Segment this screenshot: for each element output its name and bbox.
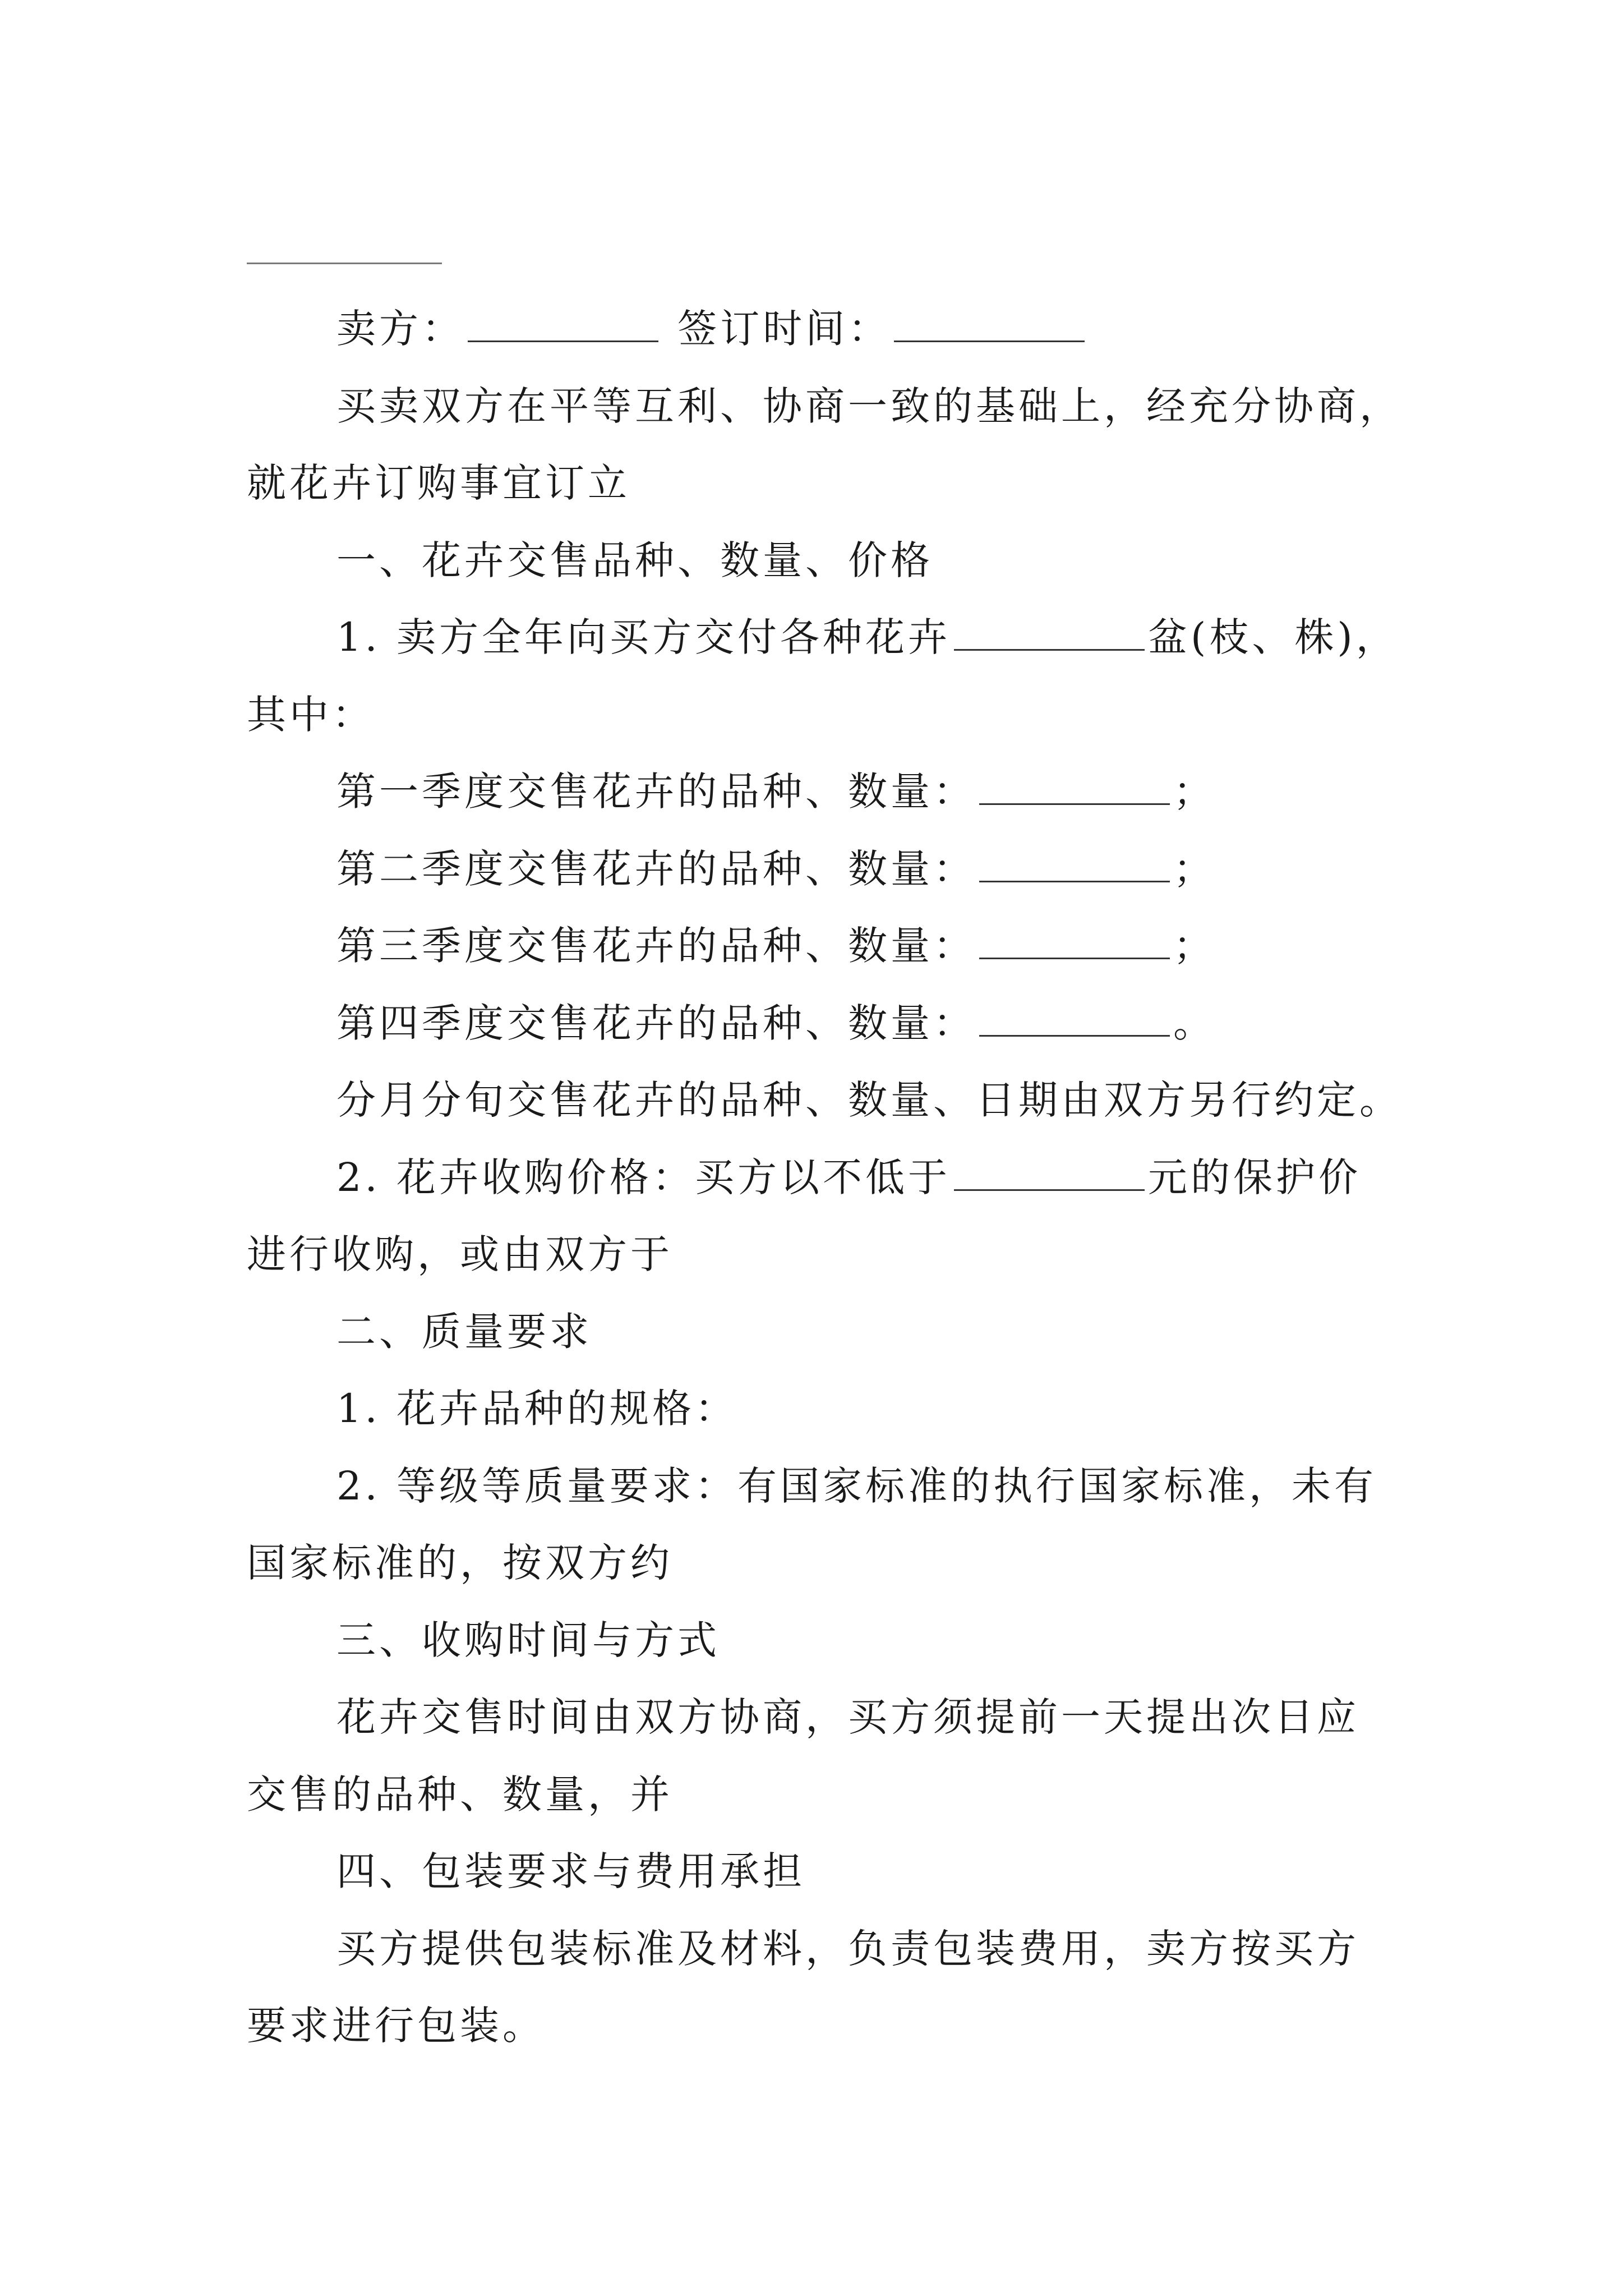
item-1-1 xyxy=(247,599,1402,677)
item-2-2-line-2: 国家标准的，按双方约 xyxy=(247,1540,673,1586)
section-3-line-1: 花卉交售时间由双方协商，买方须提前一天提出次日应 xyxy=(336,1694,1359,1740)
section-2-title: 二、质量要求 xyxy=(336,1308,592,1355)
intro-line-2: 就花卉订购事宜订立 xyxy=(247,460,630,506)
section-4-title: 四、包装要求与费用承担 xyxy=(336,1848,805,1894)
item-2-1: 1. 花卉品种的规格： xyxy=(336,1386,738,1432)
section-3-title: 三、收购时间与方式 xyxy=(336,1617,720,1663)
item-1-1-line-2: 其中： xyxy=(247,691,375,738)
quarter-label: 第三季度交售花卉的品种、数量： xyxy=(336,923,976,969)
quarter-3 xyxy=(247,908,1402,985)
section-4-line-1: 买方提供包装标准及材料，负责包装费用，卖方按买方 xyxy=(336,1925,1359,1972)
seller-label: 卖方： xyxy=(336,306,464,352)
quantity-blank xyxy=(954,647,1145,651)
item-1-1-prefix: 1. 卖方全年向买方交付各种花卉 xyxy=(336,614,951,660)
quarter-label: 第二季度交售花卉的品种、数量： xyxy=(336,845,976,892)
monthly-note: 分月分旬交售花卉的品种、数量、日期由双方另行约定。 xyxy=(336,1077,1402,1123)
quarter-blank xyxy=(979,955,1170,959)
quarter-end: 。 xyxy=(1173,1000,1216,1046)
item-1-2-line-2: 进行收购，或由双方于 xyxy=(247,1231,673,1277)
seller-sign-line xyxy=(247,291,1402,368)
document-body xyxy=(247,291,1402,2065)
quarter-blank xyxy=(979,878,1170,882)
quarter-end: ； xyxy=(1173,845,1216,892)
quarter-label: 第一季度交售花卉的品种、数量： xyxy=(336,769,976,815)
item-1-2-suffix: 元的保护价 xyxy=(1148,1154,1362,1200)
quarter-4 xyxy=(247,985,1402,1062)
item-1-2-prefix: 2. 花卉收购价格：买方以不低于 xyxy=(336,1154,951,1200)
item-1-2 xyxy=(247,1139,1402,1217)
quarter-2 xyxy=(247,831,1402,908)
quarter-blank xyxy=(979,801,1170,805)
quarter-blank xyxy=(979,1033,1170,1037)
section-1-title: 一、花卉交售品种、数量、价格 xyxy=(336,537,933,583)
price-blank xyxy=(954,1187,1145,1191)
quarter-end: ； xyxy=(1173,769,1216,815)
item-2-2-line-1: 2. 等级等质量要求：有国家标准的执行国家标准，未有 xyxy=(336,1462,1377,1509)
header-rule xyxy=(247,263,442,264)
quarter-end: ； xyxy=(1173,923,1216,969)
seller-blank xyxy=(468,338,658,342)
section-4-line-2: 要求进行包装。 xyxy=(247,2003,545,2049)
sign-time-label: 签订时间： xyxy=(677,306,891,352)
intro-line-1: 买卖双方在平等互利、协商一致的基础上，经充分协商， xyxy=(336,383,1402,429)
quarter-1 xyxy=(247,753,1402,831)
quarter-label: 第四季度交售花卉的品种、数量： xyxy=(336,1000,976,1046)
item-1-1-suffix: 盆(枝、株)， xyxy=(1148,614,1399,660)
section-3-line-2: 交售的品种、数量，并 xyxy=(247,1771,673,1818)
sign-time-blank xyxy=(894,338,1085,342)
